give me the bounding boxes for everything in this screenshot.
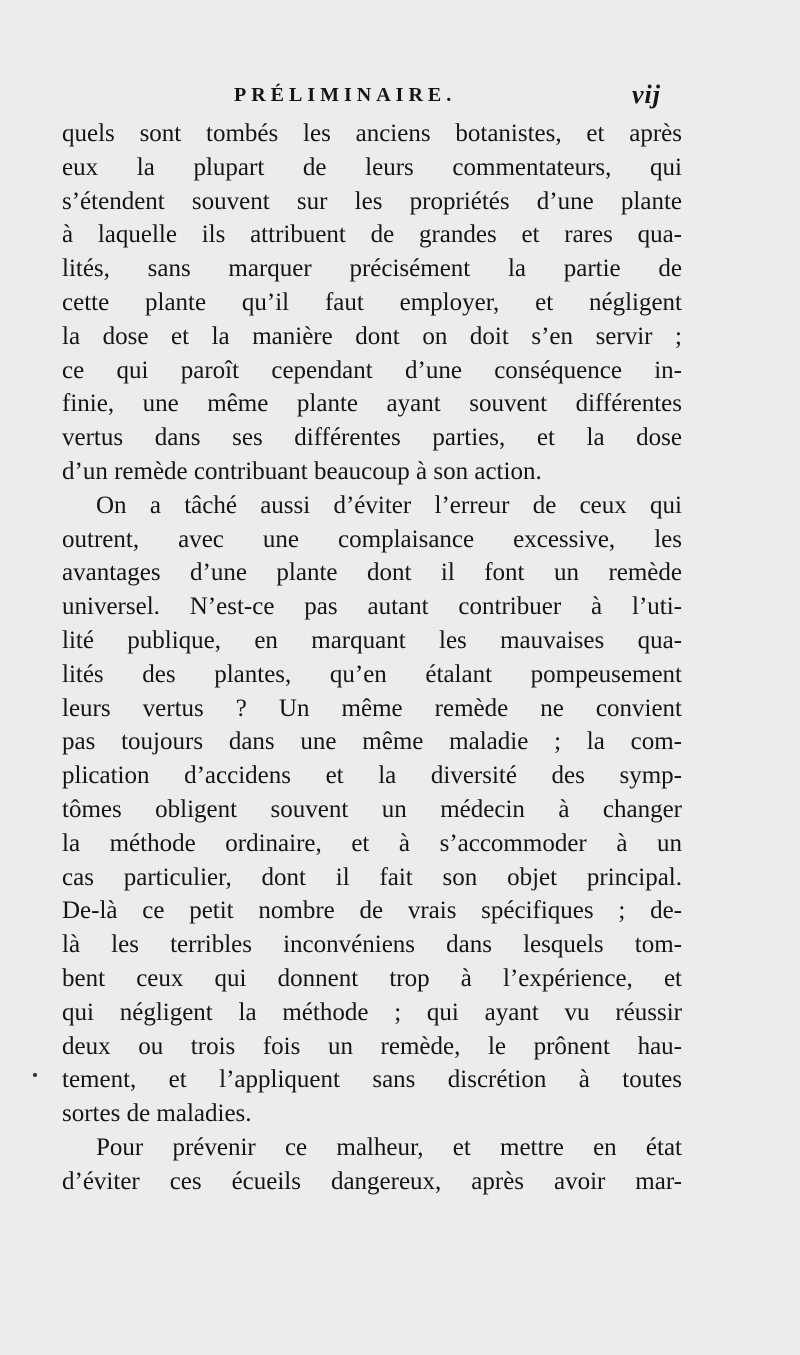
paragraph-start-line: Pour prévenir ce malheur, et mettre en état (96, 1133, 682, 1161)
text-line: à laquelle ils attribuent de grandes et rares qua- (62, 221, 682, 249)
text-line: lité publique, en marquant les mauvaises qua- (62, 626, 682, 654)
paragraph-start-line: On a tâché aussi d’éviter l’erreur de ceux qui (96, 491, 682, 519)
page-number: vij (632, 80, 661, 109)
text-line: ce qui paroît cependant d’une conséquence in- (62, 356, 682, 384)
text-line: lités des plantes, qu’en étalant pompeusement (62, 660, 682, 688)
text-line: outrent, avec une complaisance excessive, les (62, 525, 682, 553)
text-line: là les terribles inconvéniens dans lesquels tom- (62, 931, 682, 959)
text-line: De-là ce petit nombre de vrais spécifiques ; de- (62, 897, 682, 925)
text-line: plication d’accidens et la diversité des symp- (62, 762, 682, 790)
text-line: pas toujours dans une même maladie ; la com- (62, 728, 682, 756)
text-line: finie, une même plante ayant souvent différentes (62, 390, 682, 418)
text-line: deux ou trois fois un remède, le prônent hau- (62, 1032, 682, 1060)
text-line: tement, et l’appliquent sans discrétion à toutes (62, 1066, 682, 1094)
ink-speck (33, 1073, 37, 1077)
text-line: cas particulier, dont il fait son objet principal. (62, 863, 682, 891)
text-line: qui négligent la méthode ; qui ayant vu réussir (62, 998, 682, 1026)
text-line: d’éviter ces écueils dangereux, après avoir mar- (62, 1167, 682, 1195)
text-line: s’étendent souvent sur les propriétés d’une plante (62, 187, 682, 215)
running-head: PRÉLIMINAIRE. (234, 84, 457, 106)
text-line: la dose et la manière dont on doit s’en servir ; (62, 322, 682, 350)
text-line: bent ceux qui donnent trop à l’expérience, et (62, 964, 682, 992)
text-line: la méthode ordinaire, et à s’accommoder à un (62, 829, 682, 857)
text-line: d’un remède contribuant beaucoup à son action. (62, 457, 542, 485)
body-text (62, 117, 682, 1199)
text-line: leurs vertus ? Un même remède ne convient (62, 694, 682, 722)
text-line: avantages d’une plante dont il font un remède (62, 559, 682, 587)
text-line: universel. N’est-ce pas autant contribuer à l’uti- (62, 593, 682, 621)
text-line: tômes obligent souvent un médecin à changer (62, 795, 682, 823)
text-line: eux la plupart de leurs commentateurs, qui (62, 153, 682, 181)
text-line: sortes de maladies. (62, 1100, 252, 1128)
text-line: cette plante qu’il faut employer, et négligent (62, 288, 682, 316)
text-line: lités, sans marquer précisément la partie de (62, 255, 682, 283)
text-line: quels sont tombés les anciens botanistes, et après (62, 120, 682, 147)
text-line: vertus dans ses différentes parties, et la dose (62, 424, 682, 452)
